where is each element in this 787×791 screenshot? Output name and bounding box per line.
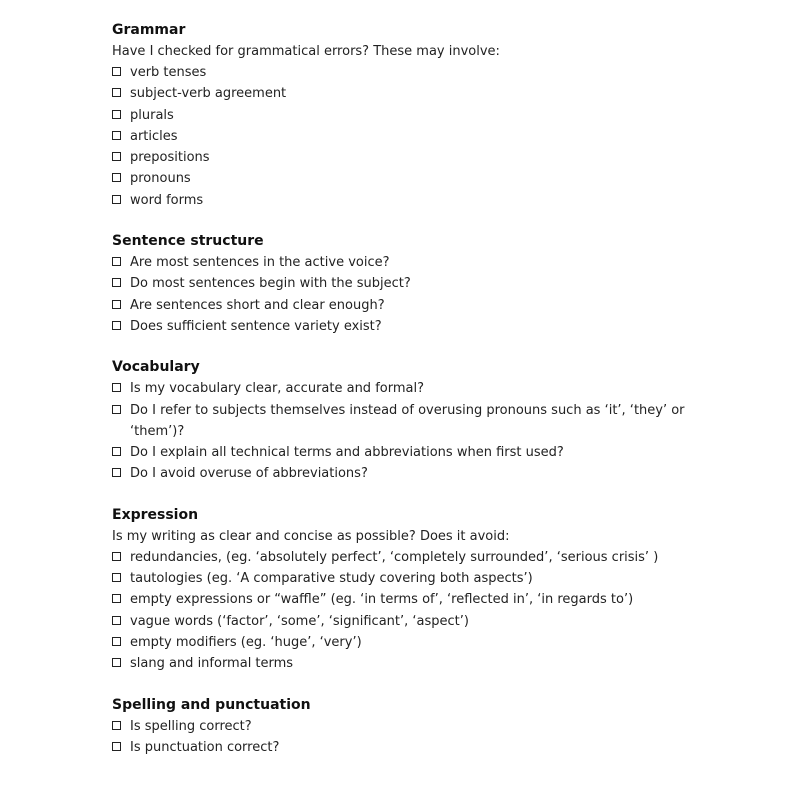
checklist-item-text: Does sufficient sentence variety exist? (130, 318, 382, 334)
section-heading: Expression (112, 506, 199, 523)
checklist-item (112, 62, 692, 83)
checklist-item (112, 568, 692, 589)
checklist-item-text: Are sentences short and clear enough? (130, 297, 385, 313)
checklist-item (112, 716, 692, 737)
checklist-item (112, 168, 692, 189)
checkbox[interactable] (112, 321, 121, 330)
checklist-item-text: redundancies, (eg. ‘absolutely perfect’, ‘completely surrounded’, ‘serious crisis’ ) (130, 549, 659, 565)
checklist-item (112, 295, 692, 316)
section-vocabulary (112, 357, 692, 484)
checklist-item (112, 547, 692, 568)
checklist-item (112, 83, 692, 104)
checklist-item (112, 442, 692, 463)
checklist (112, 378, 692, 484)
checklist-item-text: prepositions (130, 150, 210, 166)
checkbox[interactable] (112, 552, 121, 561)
checklist-item (112, 126, 692, 147)
checklist-item (112, 147, 692, 168)
checkbox[interactable] (112, 173, 121, 182)
checkbox[interactable] (112, 742, 121, 751)
checklist-item (112, 400, 692, 443)
checklist-item-text: Do I avoid overuse of abbreviations? (130, 466, 368, 482)
checkbox[interactable] (112, 721, 121, 730)
section-grammar (112, 20, 692, 211)
checklist-item-text: subject-verb agreement (130, 86, 287, 102)
checklist (112, 252, 692, 337)
checklist-item (112, 589, 692, 610)
checklist-item (112, 463, 692, 484)
section-sentence-structure (112, 231, 692, 337)
checklist-item-text: Do I explain all technical terms and abbreviations when first used? (130, 445, 564, 461)
checkbox[interactable] (112, 195, 121, 204)
section-intro: Is my writing as clear and concise as possible? Does it avoid: (112, 528, 510, 544)
checkbox[interactable] (112, 110, 121, 119)
checkbox[interactable] (112, 405, 121, 414)
checklist-item (112, 653, 692, 674)
checklist-item-text: Are most sentences in the active voice? (130, 255, 390, 271)
checklist-item-text: empty modifiers (eg. ‘huge’, ‘very’) (130, 634, 362, 650)
checklist-item (112, 632, 692, 653)
checklist-item-text: tautologies (eg. ‘A comparative study covering both aspects’) (130, 571, 533, 587)
checkbox[interactable] (112, 594, 121, 603)
section-intro: Have I checked for grammatical errors? These may involve: (112, 44, 500, 59)
checkbox[interactable] (112, 573, 121, 582)
checkbox[interactable] (112, 616, 121, 625)
checklist-item-text: Is my vocabulary clear, accurate and formal? (130, 381, 424, 397)
checklist-item-text: verb tenses (130, 65, 207, 80)
checklist-item (112, 105, 692, 126)
checkbox[interactable] (112, 67, 121, 76)
checklist-item-text: Do most sentences begin with the subject? (130, 276, 411, 292)
checklist (112, 547, 692, 675)
checklist-item (112, 378, 692, 399)
checklist-item-text: Do I refer to subjects themselves instead of overusing pronouns such as ‘it’, ‘they’ or ‘them’)? (130, 402, 685, 439)
section-expression (112, 505, 692, 675)
checkbox[interactable] (112, 278, 121, 287)
checklist-item (112, 737, 692, 758)
checklist-item (112, 252, 692, 273)
checklist-item-text: plurals (130, 107, 174, 123)
checkbox[interactable] (112, 152, 121, 161)
checklist-item-text: Is punctuation correct? (130, 739, 280, 755)
checklist (112, 62, 692, 211)
checklist-item-text: empty expressions or “waffle” (eg. ‘in terms of’, ‘reflected in’, ‘in regards to’) (130, 592, 634, 608)
section-heading: Sentence structure (112, 233, 264, 250)
section-heading: Vocabulary (112, 359, 200, 376)
checklist-item-text: articles (130, 128, 178, 144)
checkbox[interactable] (112, 637, 121, 646)
section-heading: Grammar (112, 22, 186, 38)
section-spelling-punctuation (112, 695, 692, 759)
checklist-item (112, 273, 692, 294)
checklist-item-text: word forms (130, 192, 204, 208)
checkbox[interactable] (112, 383, 121, 392)
checklist-item-text: vague words (‘factor’, ‘some’, ‘significant’, ‘aspect’) (130, 613, 469, 629)
checkbox[interactable] (112, 300, 121, 309)
checklist-item (112, 611, 692, 632)
section-heading: Spelling and punctuation (112, 696, 311, 713)
checkbox[interactable] (112, 257, 121, 266)
checkbox[interactable] (112, 447, 121, 456)
checklist (112, 716, 692, 759)
checklist-page (112, 20, 692, 758)
checkbox[interactable] (112, 468, 121, 477)
checklist-item-text: Is spelling correct? (130, 718, 252, 734)
checklist-item (112, 316, 692, 337)
checklist-item (112, 190, 692, 211)
checklist-item-text: pronouns (130, 171, 191, 187)
checkbox[interactable] (112, 131, 121, 140)
checklist-item-text: slang and informal terms (130, 656, 294, 672)
checkbox[interactable] (112, 658, 121, 667)
checkbox[interactable] (112, 88, 121, 97)
